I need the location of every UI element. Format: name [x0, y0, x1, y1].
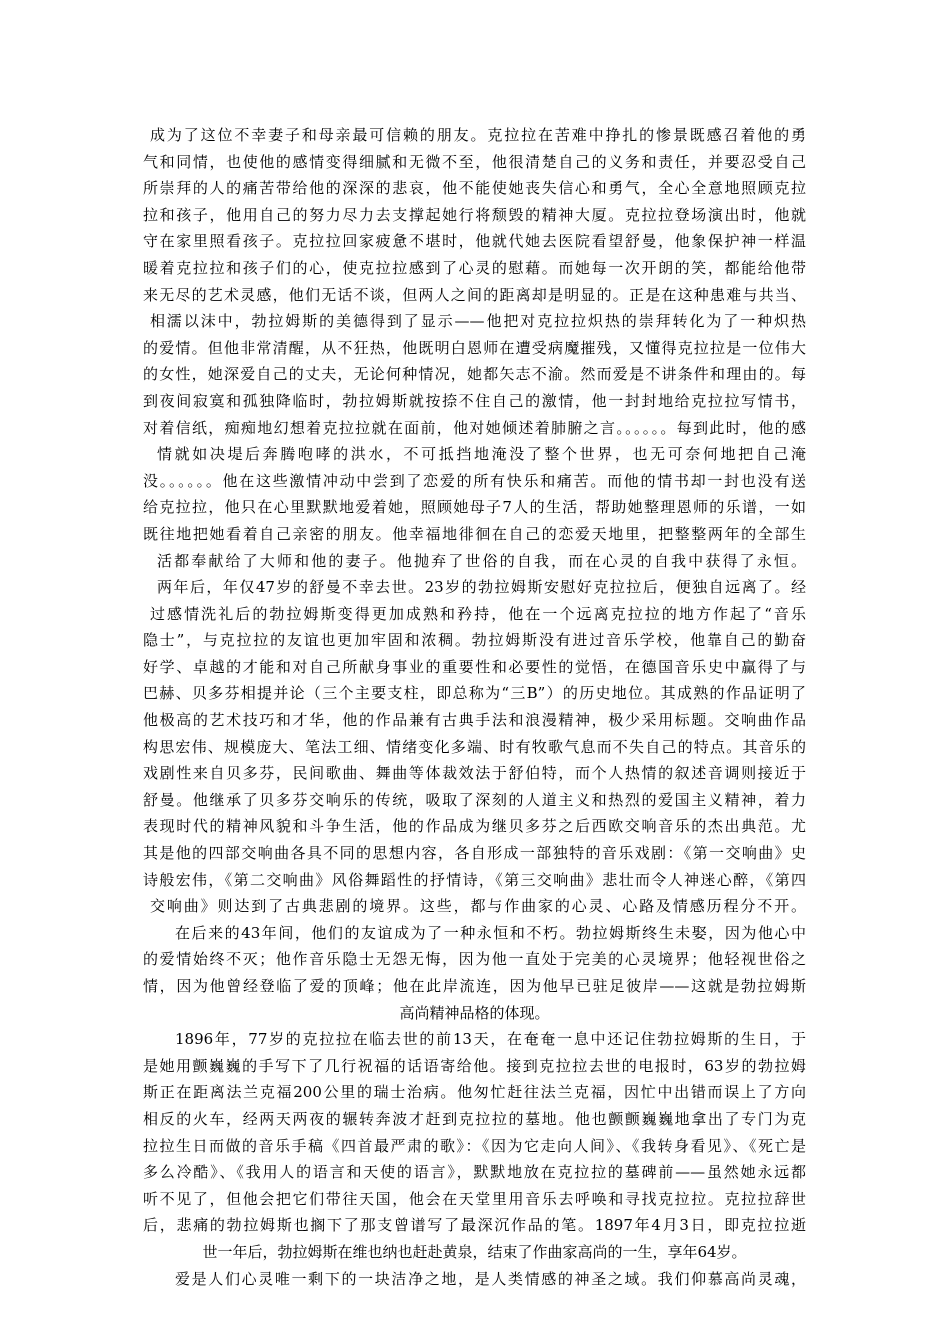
text-line: 1896年，77岁的克拉拉在临去世的前13天，在奄奄一息中还记住勃拉姆斯的生日，于	[175, 1030, 806, 1049]
text-line: 的爱情始终不灭；他作音乐隐士无怨无悔，因为他一直处于完美的心灵境界；他轻视世俗之	[143, 950, 806, 969]
text-line: 对着信纸，痴痴地幻想着克拉拉就在面前，他对她倾述着肺腑之言。。。。。。每到此时，他的感	[143, 418, 806, 437]
text-line: 后，悲痛的勃拉姆斯也搁下了那支曾谱写了最深沉作品的笔。1897年4月3日，即克拉拉逝	[143, 1216, 806, 1235]
text-line: 成为了这位不幸妻子和母亲最可信赖的朋友。克拉拉在苦难中挣扎的惨景既感召着他的勇	[150, 126, 806, 144]
text-line: 守在家里照看孩子。克拉拉回家疲惫不堪时，他就代她去医院看望舒曼，他象保护神一样温	[143, 232, 806, 251]
text-line: 是她用颤巍巍的手写下了几行祝福的话语寄给他。接到克拉拉去世的电报时，63岁的勃拉姆	[143, 1056, 806, 1075]
text-line: 斯正在距离法兰克福200公里的瑞士治病。他匆忙赶往法兰克福，因忙中出错而误上了方向	[143, 1083, 806, 1102]
text-line: 诗般宏伟，《第二交响曲》风俗舞蹈性的抒情诗，《第三交响曲》悲壮而令人神迷心醉，《第四	[143, 870, 806, 889]
text-line: 听不见了，但他会把它们带往天国，他会在天堂里用音乐去呼唤和寻找克拉拉。克拉拉辞世	[143, 1189, 806, 1208]
text-line: 过感情洗礼后的勃拉姆斯变得更加成熟和矜持，他在一个远离克拉拉的地方作起了“音乐	[150, 604, 806, 623]
text-line: 情就如决堤后奔腾咆哮的洪水，不可抵挡地淹没了整个世界，也无可奈何地把自己淹	[157, 445, 806, 464]
text-line: 他极高的艺术技巧和才华，他的作品兼有古典手法和浪漫精神，极少采用标题。交响曲作品	[143, 711, 806, 730]
text-line: 给克拉拉，他只在心里默默地爱着她，照顾她母子7人的生活，帮助她整理恩师的乐谱，一如	[143, 498, 806, 517]
text-line: 没。。。。。。他在这些激情冲动中尝到了恋爱的所有快乐和痛苦。而他的情书却一封也没有送	[143, 471, 806, 490]
text-line: 活都奉献给了大师和他的妻子。他抛弃了世俗的自我，而在心灵的自我中获得了永恒。	[157, 551, 806, 570]
text-line: 拉和孩子，他用自己的努力尽力去支撑起她行将颓毁的精神大厦。克拉拉登场演出时，他就	[143, 205, 806, 224]
text-line: 的爱情。但他非常清醒，从不狂热，他既明白恩师在遭受病魔摧残，又懂得克拉拉是一位伟大	[143, 338, 806, 357]
text-line: 既往地把她看着自己亲密的朋友。他幸福地徘徊在自己的恋爱天地里，把整整两年的全部生	[143, 524, 806, 543]
text-line: 相濡以沫中，勃拉姆斯的美德得到了显示——他把对克拉拉炽热的崇拜转化为了一种炽热	[150, 312, 806, 331]
text-line: 戏剧性来自贝多芬，民间歌曲、舞曲等体裁效法于舒伯特，而个人热情的叙述音调则接近于	[143, 764, 806, 783]
text-line: 在后来的43年间，他们的友谊成为了一种永恒和不朽。勃拉姆斯终生未娶，因为他心中	[175, 923, 806, 942]
text-line: 爱是人们心灵唯一剩下的一块洁净之地，是人类情感的神圣之域。我们仰慕高尚灵魂，	[175, 1269, 806, 1288]
text-line: 构思宏伟、规模庞大、笔法工细、情绪变化多端、时有牧歌气息而不失自己的特点。其音乐的	[143, 737, 806, 756]
text-line: 世一年后，勃拉姆斯在维也纳也赶赴黄泉，结束了作曲家高尚的一生，享年64岁。	[202, 1242, 747, 1261]
body-text	[143, 122, 806, 1292]
text-line: 气和同情，也使他的感情变得细腻和无微不至，他很清楚自己的义务和责任，并要忍受自己	[143, 152, 806, 171]
text-line: 高尚精神品格的体现。	[399, 1003, 550, 1022]
text-line: 的女性，她深爱自己的丈夫，无论何种情况，她都矢志不渝。然而爱是不讲条件和理由的。每	[143, 365, 806, 384]
text-line: 其是他的四部交响曲各具不同的思想内容，各自形成一部独特的音乐戏剧：《第一交响曲》史	[143, 844, 806, 863]
text-line: 来无尽的艺术灵感，他们无话不谈，但两人之间的距离却是明显的。正是在这种患难与共当、	[143, 285, 806, 304]
text-line: 两年后，年仅47岁的舒曼不幸去世。23岁的勃拉姆斯安慰好克拉拉后，便独自远离了。经	[157, 578, 806, 597]
text-line: 情，因为他曾经登临了爱的顶峰；他在此岸流连，因为他早已驻足彼岸——这就是勃拉姆斯	[143, 977, 806, 995]
text-line: 表现时代的精神风貌和斗争生活，他的作品成为继贝多芬之后西欧交响音乐的杰出典范。尤	[143, 817, 806, 836]
text-line: 所崇拜的人的痛苦带给他的深深的悲哀，他不能使她丧失信心和勇气，全心全意地照顾克拉	[143, 179, 806, 198]
text-line: 隐士”，与克拉拉的友谊也更加牢固和浓稠。勃拉姆斯没有进过音乐学校，他靠自己的勤奋	[143, 631, 806, 650]
text-line: 交响曲》则达到了古典悲剧的境界。这些，都与作曲家的心灵、心路及情感历程分不开。	[150, 897, 806, 916]
text-line: 拉拉生日而做的音乐手稿《四首最严肃的歌》：《因为它走向人间》、《我转身看见》、《死亡是	[143, 1136, 806, 1155]
text-line: 相反的火车，经两天两夜的辗转奔波才赶到克拉拉的墓地。他也颤颤巍巍地拿出了专门为克	[143, 1109, 806, 1128]
text-line: 好学、卓越的才能和对自己所献身事业的重要性和必要性的觉悟，在德国音乐史中赢得了与	[143, 657, 806, 676]
text-line: 多么冷酷》、《我用人的语言和天使的语言》，默默地放在克拉拉的墓碑前——虽然她永远都	[143, 1163, 806, 1182]
text-line: 巴赫、贝多芬相提并论（三个主要支柱，即总称为“三B”）的历史地位。其成熟的作品证明了	[143, 684, 806, 703]
text-line: 暖着克拉拉和孩子们的心，使克拉拉感到了心灵的慰藉。而她每一次开朗的笑，都能给他带	[143, 258, 806, 277]
text-line: 舒曼。他继承了贝多芬交响乐的传统，吸取了深刻的人道主义和热烈的爱国主义精神，着力	[143, 790, 806, 809]
text-line: 到夜间寂寞和孤独降临时，勃拉姆斯就按捺不住自己的激情，他一封封地给克拉拉写情书，	[143, 391, 806, 410]
